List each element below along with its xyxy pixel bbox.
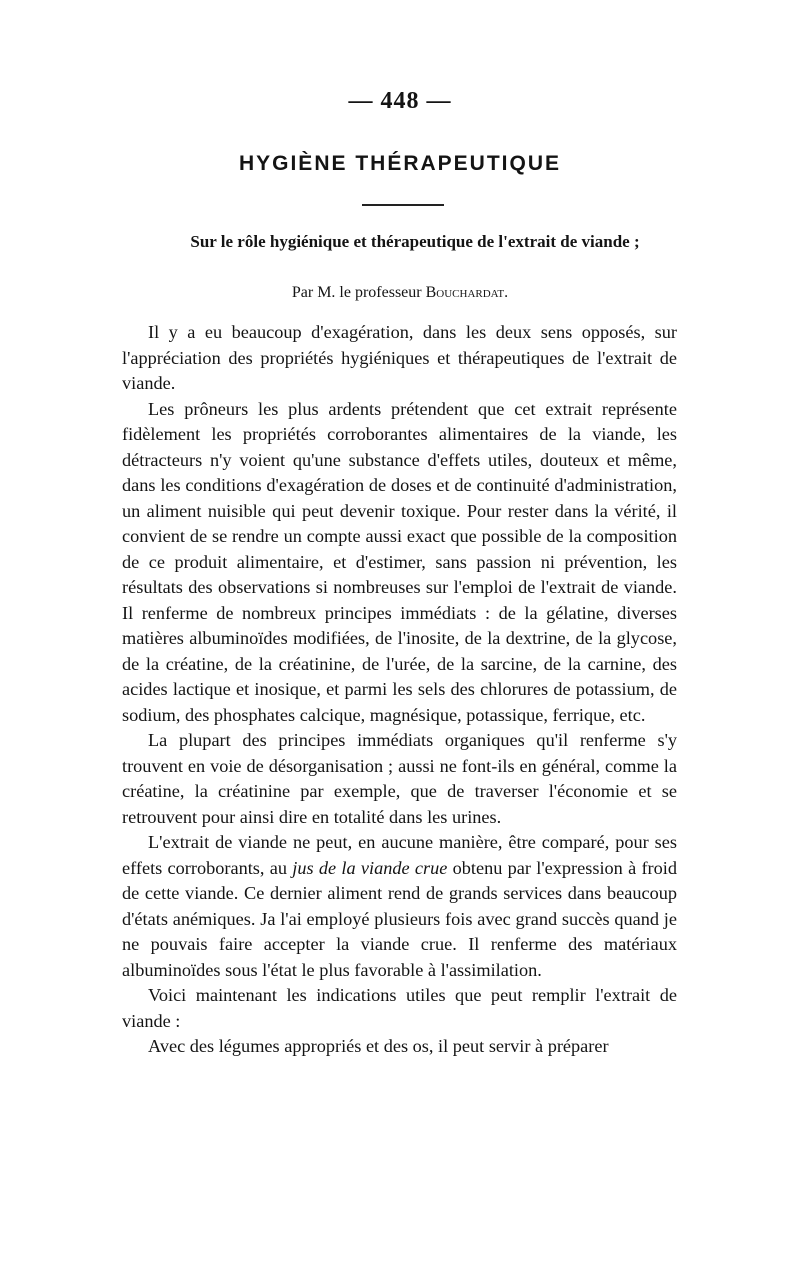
byline-author: Bouchardat. [425,284,509,301]
paragraph-1: Il y a eu beaucoup d'exagération, dans les deux sens opposés, sur l'appréciation des propriétés hygiéniques et thérapeutiques de l'extrait de viande. [122,322,677,393]
paragraph-4-before: L'extrait de viande ne peut, en aucune manière, être comparé, pour ses effets corroborants, au [122,832,677,878]
article-title: Sur le rôle hygiénique et thérapeutique de l'extrait de viande ; [190,232,640,251]
paragraph-5: Voici maintenant les indications utiles que peut remplir l'extrait de viande : [122,985,677,1031]
paragraph-6: Avec des légumes appropriés et des os, il peut servir à préparer [148,1036,609,1056]
article-body [122,320,677,1060]
paragraph-4-emphasis: jus de la viande crue [292,857,448,878]
section-title: HYGIÈNE THÉRAPEUTIQUE [238,152,562,175]
byline-prefix: Par M. le professeur [291,284,426,301]
title-rule [362,204,444,206]
paragraph-4-after: obtenu par l'expression à froid de cette viande. Ce dernier aliment rend de grands services dans beaucoup d'états anémiques. Ja l'ai employé plusieurs fois avec grand succès quand je ne pouvais faire accepter la viande crue. Il renferme des matériaux albuminoïdes sous l'état le plus favorable à l'assimilation. [122,857,677,980]
paragraph-4 [122,830,677,983]
paragraph-2: Les prôneurs les plus ardents prétendent que cet extrait représente fidèlement les propriétés corroborantes alimentaires de la viande, les détracteurs n'y voient qu'une substance d'effets utiles, douteux et même, dans les conditions d'exagération de doses et de continuité d'administration, un aliment nuisible qui peut devenir toxique. Pour rester dans la vérité, il convient de se rendre un compte aussi exact que possible de la composition de ce produit alimentaire, et d'estimer, sans passion ni prévention, les résultats des observations si nombreuses sur l'emploi de l'extrait de viande. Il renferme de nombreux principes immédiats : de la gélatine, diverses matières albuminoïdes modifiées, de l'inosite, de la dextrine, de la glycose, de la créatine, de la créatinine, de l'urée, de la sarcine, de la carnine, des acides lactique et inosique, et parmi les sels des chlorures de potassium, de sodium, des phosphates calcique, magnésique, potassique, ferrique, etc. [122,398,677,725]
paragraph-3: La plupart des principes immédiats organiques qu'il renferme s'y trouvent en voie de désorganisation ; aussi ne font-ils en général, comme la créatine, la créatinine par exemple, que de traverser l'économie et se retrouvent pour ainsi dire en totalité dans les urines. [122,730,677,827]
byline [0,284,800,302]
page-number: — 448 — [348,88,452,114]
